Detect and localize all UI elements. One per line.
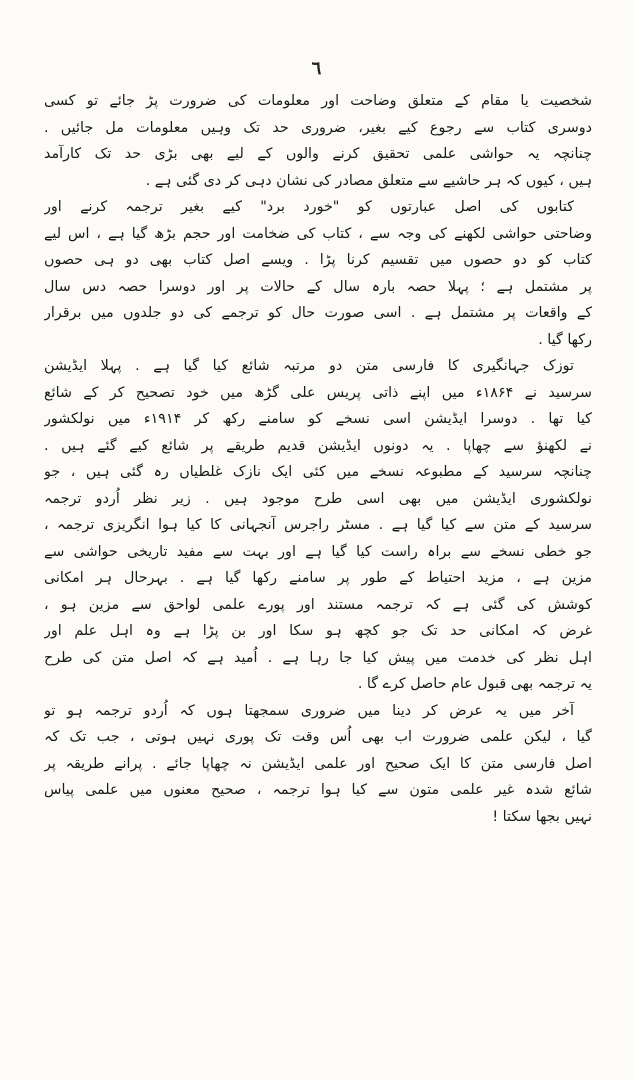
text-line: کوشش کی گئی ہے کہ ترجمہ مستند اور پورے علمی لواحق سے مزین ہو ، xyxy=(44,596,592,613)
paragraph xyxy=(44,194,592,353)
text-line: غرض کہ امکانی حد تک جو کچھ ہو سکا اور بن پڑا ہے وہ اہل علم اور xyxy=(44,623,592,639)
text-line: کتاب کو دو حصوں میں تقسیم کرنا پڑا . ویسے اصل کتاب بھی دو ہی حصوں xyxy=(44,252,592,268)
text-line: وضاحتی حواشی لکھنے کی وجہ سے ، کتاب کی ضخامت اور حجم بڑھ گیا ہے ، اس لیے xyxy=(44,225,592,242)
text-line: چنانچہ یہ حواشی علمی تحقیق کرنے والوں کے لیے بھی بڑی حد تک کارآمد xyxy=(44,146,592,162)
page-number: ٦ xyxy=(311,58,322,79)
text-line: یہ ترجمہ بھی قبول عام حاصل کرے گا . xyxy=(357,676,592,692)
text-line: ہیں ، کیوں کہ ہر حاشیے سے متعلق مصادر کی نشان دہی کر دی گئی ہے . xyxy=(145,172,592,189)
text-line: سرسید کے متن سے کیا گیا ہے . مسٹر راجرس آنجہانی کا کیا ہوا انگریزی ترجمہ ، xyxy=(44,517,592,533)
text-line: کتابوں کی اصل عبارتوں کو "خورد برد" کیے بغیر ترجمہ کرنے اور xyxy=(44,199,574,215)
text-line: نہیں بجھا سکتا ! xyxy=(492,808,592,825)
text-line: نولکشوری ایڈیشن میں بھی اسی طرح موجود ہیں . زیر نظر اُردو ترجمہ xyxy=(44,490,592,507)
text-line: گیا ، لیکن علمی ضرورت اب بھی اُس وقت تک پوری نہیں ہوتی ، جب تک کہ xyxy=(44,729,592,745)
text-line: مزین ہے ، مزید احتیاط کے طور پر سامنے رکھا گیا ہے . بہرحال ہر امکانی xyxy=(44,570,592,586)
text-line: شائع شدہ غیر علمی متون سے کیا ہوا ترجمہ ، صحیح معنوں میں علمی پیاس xyxy=(44,782,592,798)
text-line: دوسری کتاب سے رجوع کیے بغیر، ضروری حد تک وہیں معلومات مل جائیں . xyxy=(44,119,592,136)
text-line: کیا تھا . دوسرا ایڈیشن اسی نسخے کو سامنے رکھ کر ۱۹۱۴ء میں نولکشور xyxy=(44,411,592,427)
text-line: نے لکھنؤ سے چھاپا . یہ دونوں ایڈیشن قدیم طریقے پر شائع کیے گئے ہیں . xyxy=(44,437,592,454)
paragraph xyxy=(44,698,592,831)
text-line: پر مشتمل ہے ؛ پہلا حصہ بارہ سال کے حالات پر اور دوسرا حصہ دس سال xyxy=(44,278,592,295)
text-line: اہل نظر کی خدمت میں پیش کیا جا رہا ہے . اُمید ہے کہ اصل متن کی طرح xyxy=(44,649,592,666)
text-line: کے واقعات پر مشتمل ہے . اسی صورت حال کو ترجمے کی دو جلدوں میں برقرار xyxy=(44,305,592,321)
paragraph xyxy=(44,353,592,698)
text-line: جو خطی نسخے سے براہ راست کیا گیا ہے اور بہت سے مفید تاریخی حواشی سے xyxy=(44,543,592,560)
text-line: رکھا گیا . xyxy=(538,331,592,348)
text-line: توزک جہانگیری کا فارسی متن دو مرتبہ شائع کیا گیا ہے . پہلا ایڈیشن xyxy=(44,358,574,374)
paragraph xyxy=(44,88,592,194)
page-body xyxy=(44,88,592,830)
text-line: چنانچہ سرسید کے مطبوعہ نسخے میں کئی ایک نازک غلطیاں رہ گئی ہیں ، جو xyxy=(44,464,592,480)
text-line: شخصیت یا مقام کے متعلق وضاحت اور معلومات کی ضرورت پڑ جائے تو کسی xyxy=(44,93,592,109)
text-line: اصل فارسی متن کا ایک صحیح اور علمی ایڈیشن نہ چھاپا جائے . پرانے طریقہ پر xyxy=(44,755,592,772)
text-line: آخر میں یہ عرض کر دینا میں ضروری سمجھتا ہوں کہ اُردو ترجمہ ہو تو xyxy=(44,702,574,719)
text-line: سرسید نے ۱۸۶۴ء میں اپنے ذاتی پریس علی گڑھ میں خود تصحیح کر کے شائع xyxy=(44,384,592,401)
